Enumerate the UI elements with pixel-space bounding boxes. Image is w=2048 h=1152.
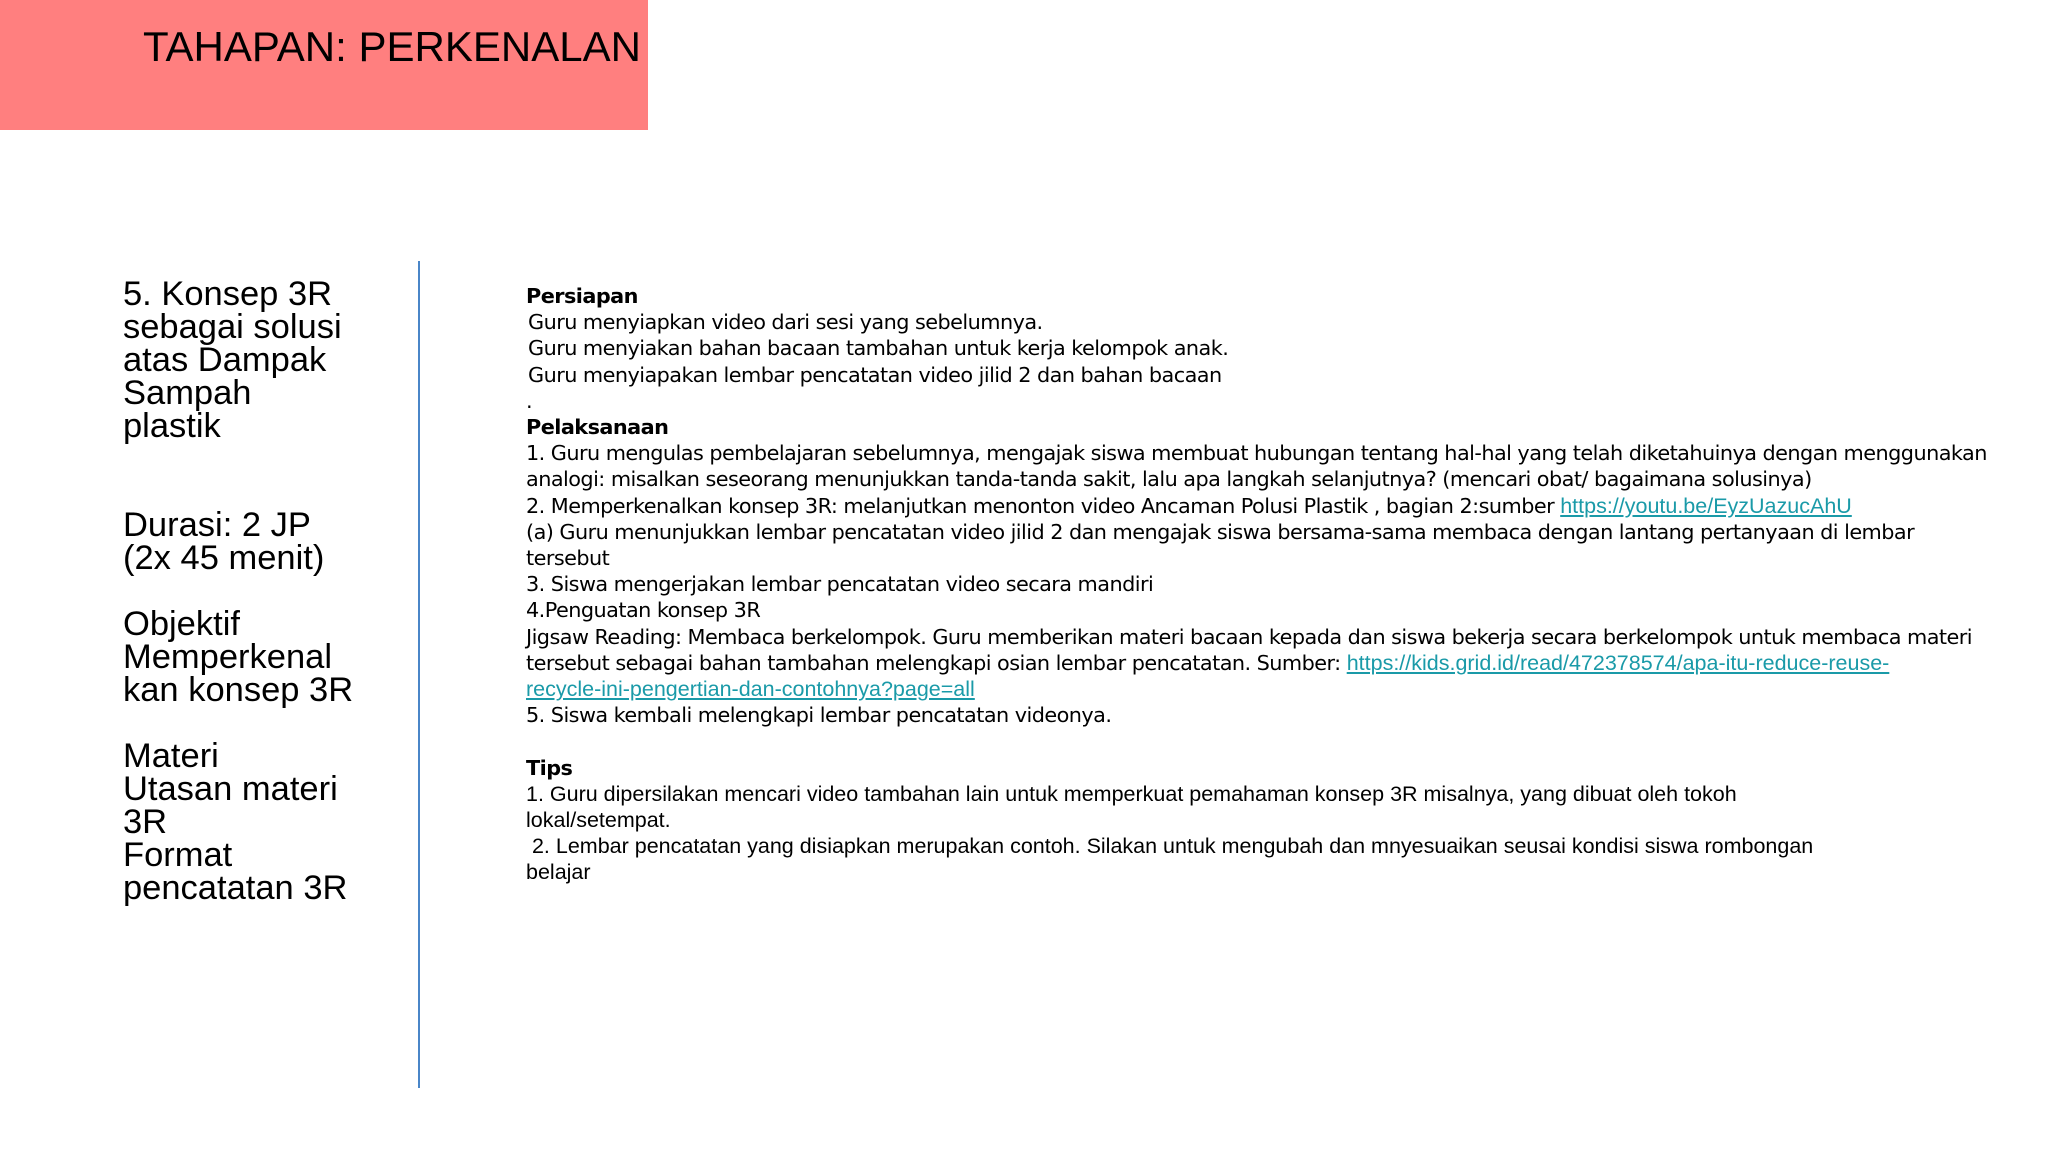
topic-line: plastik	[123, 407, 221, 445]
tip-2-text: belajar	[526, 860, 591, 885]
step-1-text: 1. Guru mengulas pembelajaran sebelumnya, mengajak siswa membuat hubungan tentang hal-hal yang telah diketahuinya dengan menggunakan	[526, 441, 1987, 466]
jigsaw-link-line	[526, 676, 1996, 702]
step-2-label: 2. Memperkenalkan konsep 3R: melanjutkan menonton video Ancaman Polusi Plastik , bagian 2:sumber	[526, 493, 1561, 518]
tips-heading: Tips	[526, 755, 573, 780]
step-3-text: 3. Siswa mengerjakan lembar pencatatan video secara mandiri	[526, 572, 1154, 597]
youtube-video-link[interactable]: https://youtu.be/EyzUazucAhU	[1560, 493, 1852, 518]
title-banner	[0, 0, 648, 130]
jigsaw-text	[526, 650, 1996, 676]
tip-2-text: 2. Lembar pencatatan yang disiapkan merupakan contoh. Silakan untuk mengubah dan mnyesuaikan seusai kondisi siswa rombongan	[526, 834, 1814, 859]
lesson-summary-panel	[123, 275, 408, 907]
duration-line: (2x 45 menit)	[123, 539, 325, 577]
topic-line: Sampah	[123, 374, 252, 412]
step-2-text	[526, 493, 1996, 519]
tip-1-period: .	[664, 808, 671, 833]
step-2a-text: (a) Guru menunjukkan lembar pencatatan video jilid 2 dan mengajak siswa bersama-sama membaca dengan lantang pertanyaan di lembar	[526, 519, 1915, 544]
persiapan-heading: Persiapan	[526, 284, 638, 308]
materials-line: 3R	[123, 803, 168, 841]
persiapan-item: Guru menyiapakan lembar pencatatan video jilid 2 dan bahan bacaan	[528, 362, 1222, 387]
objective-line: Objektif	[123, 605, 240, 643]
topic-line: sebagai solusi	[123, 308, 342, 346]
objective-line: Memperkenal	[123, 638, 333, 676]
topic-line: 5. Konsep 3R	[123, 275, 333, 313]
jigsaw-source-label: tersebut sebagai bahan tambahan melengkapi osian lembar pencatatan. Sumber:	[526, 650, 1347, 675]
jigsaw-text: Jigsaw Reading: Membaca berkelompok. Guru memberikan materi bacaan kepada dan siswa bekerja secara berkelompok untuk membaca materi	[526, 624, 1972, 649]
step-1-text: analogi: misalkan seseorang menunjukkan tanda-tanda sakit, lalu apa langkah selanjutnya? (mencari obat/ bagaimana solusinya)	[526, 467, 1812, 492]
materials-line: Format	[123, 836, 233, 874]
lesson-content	[526, 283, 1996, 886]
step-4-text: 4.Penguatan konsep 3R	[526, 598, 761, 623]
tip-1-continuation: lokal/setempat	[526, 808, 665, 833]
topic-line: atas Dampak	[123, 341, 327, 379]
tip-1-text	[526, 807, 1996, 833]
persiapan-item: Guru menyiapkan video dari sesi yang sebelumnya.	[528, 310, 1043, 335]
reading-source-link[interactable]: https://kids.grid.id/read/472378574/apa-itu-reduce-reuse-	[1346, 650, 1890, 675]
step-2a-text: tersebut	[526, 546, 610, 571]
step-5-text: 5. Siswa kembali melengkapi lembar pencatatan videonya.	[526, 703, 1112, 728]
vertical-divider	[418, 261, 420, 1088]
materials-line: pencatatan 3R	[123, 869, 348, 907]
objective-line: kan konsep 3R	[123, 671, 354, 709]
materials-line: Utasan materi	[123, 770, 338, 808]
tip-1-text: 1. Guru dipersilakan mencari video tambahan lain untuk memperkuat pemahaman konsep 3R misalnya, yang dibuat oleh tokoh	[526, 781, 1737, 806]
slide-title: TAHAPAN: PERKENALAN	[143, 23, 641, 70]
pelaksanaan-heading: Pelaksanaan	[526, 415, 669, 440]
duration-line: Durasi: 2 JP	[123, 506, 311, 544]
materials-line: Materi	[123, 737, 219, 775]
reading-source-link-continued[interactable]: recycle-ini-pengertian-dan-contohnya?page=all	[526, 677, 975, 702]
persiapan-item: .	[526, 388, 533, 413]
persiapan-item: Guru menyiakan bahan bacaan tambahan untuk kerja kelompok anak.	[528, 336, 1229, 361]
